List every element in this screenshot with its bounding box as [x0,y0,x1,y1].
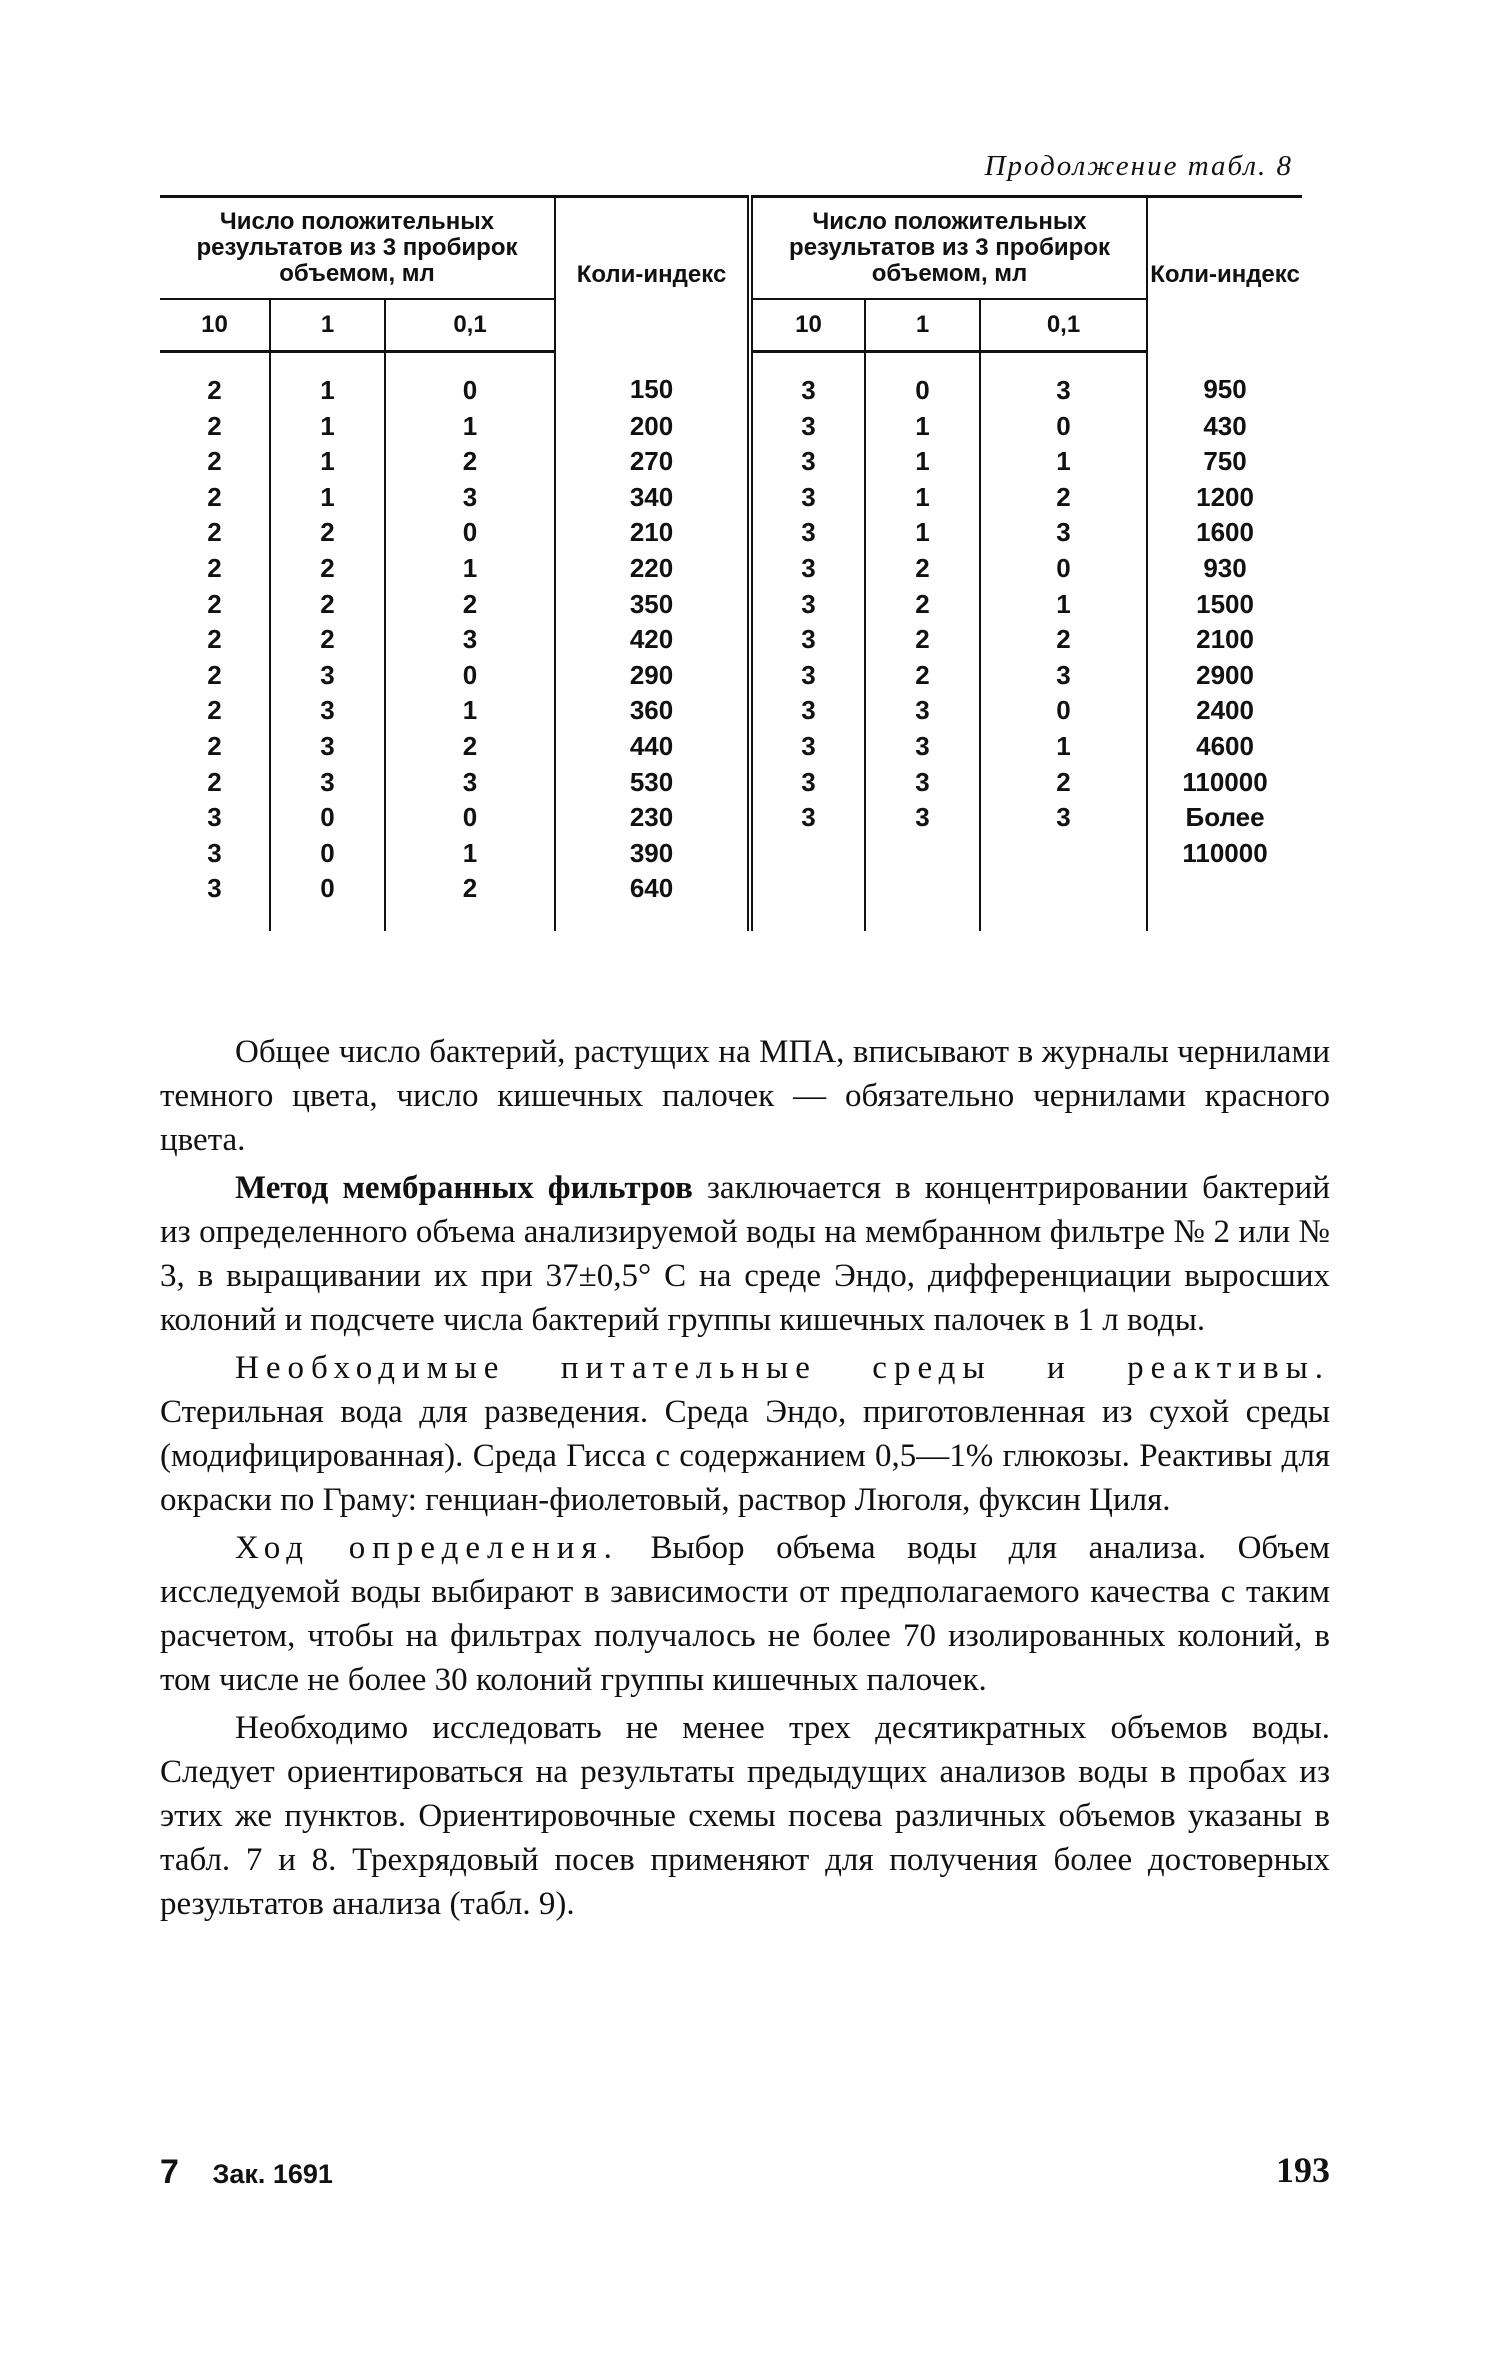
left-cell-count: 2 [160,622,270,658]
right-cell-count: 3 [980,352,1147,409]
left-cell-index: 200 [555,409,750,445]
table-row [160,871,1302,931]
left-cell-count: 1 [385,409,555,445]
left-cell-count: 1 [270,409,385,445]
right-cell-count: 3 [750,587,865,623]
paragraph [160,1166,1330,1342]
left-cell-count: 2 [160,409,270,445]
right-cell-count [750,871,865,931]
left-sub-header-01: 0,1 [385,299,555,352]
left-cell-count: 2 [385,587,555,623]
right-cell-count: 3 [865,693,980,729]
right-cell-count: 2 [865,658,980,694]
left-cell-index: 220 [555,551,750,587]
left-cell-count: 2 [160,693,270,729]
left-cell-count: 2 [160,765,270,801]
table-row [160,836,1302,872]
paragraph-text: Стерильная вода для разведения. Среда Эндо, приготовленная из сухой среды (модифицированная). Среда Гисса с содержанием 0,5—1% глюкозы. Реактивы для окраски по Граму: генциан-фиолетовый, раствор Люголя, фуксин Циля. [160,1394,1330,1518]
right-cell-index: 750 [1203,446,1247,477]
table-row [160,352,1302,409]
right-sub-header-1: 1 [865,299,980,352]
right-cell-count: 3 [750,352,865,409]
left-cell-count: 1 [270,480,385,516]
right-cell-count: 2 [865,587,980,623]
left-cell-count: 3 [160,871,270,931]
right-cell-count [865,836,980,872]
right-cell-count: 1 [865,480,980,516]
table-row [160,622,1302,658]
left-cell-index: 340 [555,480,750,516]
left-cell-count: 1 [385,836,555,872]
left-cell-index: 640 [555,871,750,931]
right-cell-count: 3 [750,693,865,729]
left-cell-count: 3 [385,765,555,801]
table-row [160,800,1302,836]
left-cell-count: 2 [385,871,555,931]
right-cell-count: 2 [980,480,1147,516]
right-cell-index: Более [1185,802,1265,833]
left-cell-count: 1 [385,551,555,587]
right-cell-count: 1 [865,515,980,551]
right-cell-index: 950 [1203,374,1247,405]
right-cell-index: 1200 [1196,481,1254,512]
right-cell-count: 3 [750,622,865,658]
paragraph-lead: Ход определения. [235,1530,619,1566]
right-cell-count: 1 [980,587,1147,623]
left-cell-index: 360 [555,693,750,729]
left-cell-count: 2 [160,551,270,587]
body-text [160,1030,1330,1930]
right-cell-count: 3 [750,800,865,836]
right-cell-count: 3 [750,765,865,801]
paragraph-lead: Метод мембранных фильтров [235,1170,693,1206]
right-cell-count: 3 [750,444,865,480]
right-cell-count: 3 [750,551,865,587]
page-number: 193 [1276,2150,1330,2190]
right-cell-count: 1 [980,729,1147,765]
table-row [160,515,1302,551]
left-cell-count: 1 [270,444,385,480]
right-cell-count: 3 [980,658,1147,694]
right-cell-index: 110000 [1182,837,1268,868]
right-cell-index: 2900 [1196,659,1254,690]
right-cell-count: 2 [980,765,1147,801]
right-cell-index: 930 [1203,552,1247,583]
right-cell-count: 3 [750,515,865,551]
left-cell-count: 2 [270,551,385,587]
left-cell-count: 2 [270,622,385,658]
left-cell-index: 270 [555,444,750,480]
left-cell-count: 3 [270,693,385,729]
left-cell-count: 0 [385,800,555,836]
paragraph [160,1030,1330,1162]
left-cell-count: 2 [385,444,555,480]
left-cell-index: 530 [555,765,750,801]
left-cell-index: 350 [555,587,750,623]
paragraph-text: заключается в концентрировании бактерий из определенного объема анализируемой воды на мембранном фильтре № 2 или № 3, в выращивании их при 37±0,5° С на среде Эндо, дифференциации выросших колоний и подсчете числа бактерий группы кишечных палочек в 1 л воды. [160,1170,1330,1338]
left-cell-count: 2 [270,515,385,551]
table-row [160,480,1302,516]
right-cell-count [750,836,865,872]
table-caption: Продолжение табл. 8 [984,150,1293,182]
right-cell-index: 2100 [1196,624,1254,655]
left-cell-count: 3 [385,622,555,658]
paragraph-text: Общее число бактерий, растущих на МПА, вписывают в журналы чернилами темного цвета, число кишечных палочек — обязательно чернилами красного цвета. [160,1034,1330,1158]
table-row [160,693,1302,729]
right-cell-count: 3 [865,729,980,765]
left-cell-count: 3 [160,836,270,872]
right-cell-index [1147,871,1302,931]
table-row [160,409,1302,445]
right-cell-count: 3 [980,800,1147,836]
left-cell-index: 390 [555,836,750,872]
right-cell-index: 110000 [1182,766,1268,797]
left-index-header: Коли-индекс [555,197,750,352]
left-cell-count: 3 [270,729,385,765]
paragraph [160,1706,1330,1926]
right-cell-count: 3 [865,800,980,836]
left-cell-count: 2 [385,729,555,765]
left-cell-count: 2 [160,658,270,694]
table-body [160,352,1302,931]
left-cell-index: 210 [555,515,750,551]
right-sub-header-01: 0,1 [980,299,1147,352]
right-cell-index: 1500 [1196,588,1254,619]
left-cell-count: 3 [160,800,270,836]
left-cell-count: 3 [270,658,385,694]
left-cell-count: 1 [385,693,555,729]
right-index-header: Коли-индекс [1147,197,1302,352]
paragraph-text: Выбор объема воды для анализа. Объем исследуемой воды выбирают в зависимости от предполагаемого качества с таким расчетом, чтобы на фильтрах получалось не более 70 изолированных колоний, в том числе не более 30 колоний группы кишечных палочек. [160,1530,1330,1698]
left-cell-index: 150 [555,352,750,409]
table-row [160,729,1302,765]
right-cell-count: 3 [750,480,865,516]
right-cell-count: 3 [750,409,865,445]
table-row [160,765,1302,801]
right-cell-count: 2 [865,622,980,658]
left-cell-count: 3 [385,480,555,516]
table-row [160,587,1302,623]
right-cell-count: 0 [980,693,1147,729]
left-cell-count: 0 [270,836,385,872]
coli-index-table [160,195,1302,931]
right-cell-index: 2400 [1196,695,1254,726]
right-cell-count: 0 [980,409,1147,445]
right-group-header: Число положительных результатов из 3 пробирок объемом, мл [750,197,1147,300]
right-cell-count: 3 [750,729,865,765]
paragraph-text: Необходимо исследовать не менее трех десятикратных объемов воды. Следует ориентироваться на результаты предыдущих анализов воды в пробах из этих же пунктов. Ориентировочные схемы посева различных объемов указаны в табл. 7 и 8. Трехрядовый посев применяют для получения более достоверных результатов анализа (табл. 9). [160,1710,1330,1922]
left-cell-count: 2 [160,480,270,516]
right-cell-index: 1600 [1196,517,1254,548]
left-sub-header-1: 1 [270,299,385,352]
left-cell-count: 2 [160,515,270,551]
left-cell-count: 2 [160,444,270,480]
table-row [160,551,1302,587]
left-cell-index: 290 [555,658,750,694]
left-cell-count: 0 [385,658,555,694]
left-cell-count: 2 [160,729,270,765]
left-cell-count: 1 [270,352,385,409]
right-cell-count [865,871,980,931]
left-cell-count: 2 [160,587,270,623]
right-cell-count: 3 [980,515,1147,551]
left-cell-index: 420 [555,622,750,658]
sheet-number: 7 [160,2153,179,2191]
right-cell-count [980,836,1147,872]
left-cell-count: 2 [270,587,385,623]
right-sub-header-10: 10 [750,299,865,352]
left-cell-count: 3 [270,765,385,801]
page-footer [160,2150,1330,2192]
paragraph-lead: Необходимые питательные среды и реактивы. [235,1350,1330,1386]
paragraph [160,1346,1330,1522]
right-cell-count: 0 [980,551,1147,587]
left-cell-count: 0 [385,352,555,409]
right-cell-count: 1 [980,444,1147,480]
right-cell-count: 0 [865,352,980,409]
left-cell-index: 440 [555,729,750,765]
right-cell-index: 4600 [1196,730,1254,761]
left-group-header: Число положительных результатов из 3 пробирок объемом, мл [160,197,555,300]
left-cell-count: 0 [270,871,385,931]
left-sub-header-10: 10 [160,299,270,352]
paragraph [160,1526,1330,1702]
right-cell-count: 2 [865,551,980,587]
right-cell-index: 430 [1203,410,1247,441]
right-cell-count: 1 [865,444,980,480]
right-cell-count: 3 [750,658,865,694]
right-cell-count: 1 [865,409,980,445]
left-cell-count: 0 [270,800,385,836]
left-cell-index: 230 [555,800,750,836]
table-row [160,444,1302,480]
right-cell-count: 3 [865,765,980,801]
order-number: Зак. 1691 [212,2159,333,2189]
table-row [160,658,1302,694]
left-cell-count: 2 [160,352,270,409]
left-cell-count: 0 [385,515,555,551]
right-cell-count [980,871,1147,931]
right-cell-count: 2 [980,622,1147,658]
